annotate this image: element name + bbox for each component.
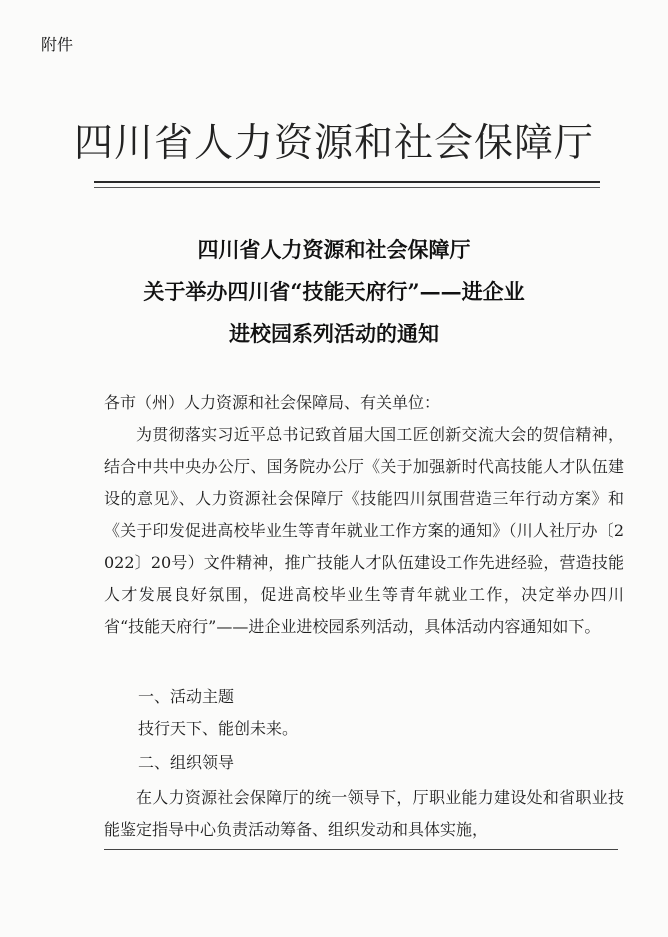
letterhead-rule-thin <box>94 187 600 188</box>
attachment-label: 附件 <box>41 35 74 54</box>
section-text-theme: 技行天下、能创未来。 <box>138 719 299 738</box>
salutation: 各市（州）人力资源和社会保障局、有关单位： <box>104 393 441 412</box>
paragraph-organization: 在人力资源社会保障厅的统一领导下，厅职业能力建设处和省职业技能鉴定指导中心负责活动筹备、组织发动和具体实施， <box>104 788 624 839</box>
section-heading-theme: 一、活动主题 <box>138 687 235 706</box>
letterhead-title: 四川省人力资源和社会保障厅 <box>73 121 594 166</box>
document-title-line-3: 进校园系列活动的通知 <box>229 321 439 346</box>
section-heading-organization: 二、组织领导 <box>138 753 235 772</box>
page-bottom-rule <box>104 849 618 850</box>
document-title-line-1: 四川省人力资源和社会保障厅 <box>197 237 471 262</box>
paragraph-intro: 为贯彻落实习近平总书记致首届大国工匠创新交流大会的贺信精神，结合中共中央办公厅、国务院办公厅《关于加强新时代高技能人才队伍建设的意见》、人力资源社会保障厅《技能四川氛围营造三年行动方案》和《关于印发促进高校毕业生等青年就业工作方案的通知》（川人社厅办〔2022〕20号）文件精神，推广技能人才队伍建设工作先进经验，营造技能人才发展良好氛围，促进高校毕业生等青年就业工作，决定举办四川省“技能天府行”——进企业进校园系列活动，具体活动内容通知如下。 <box>104 425 624 636</box>
letterhead-rule-thick <box>94 181 600 183</box>
document-title-line-2: 关于举办四川省“技能天府行”——进企业 <box>143 279 525 304</box>
